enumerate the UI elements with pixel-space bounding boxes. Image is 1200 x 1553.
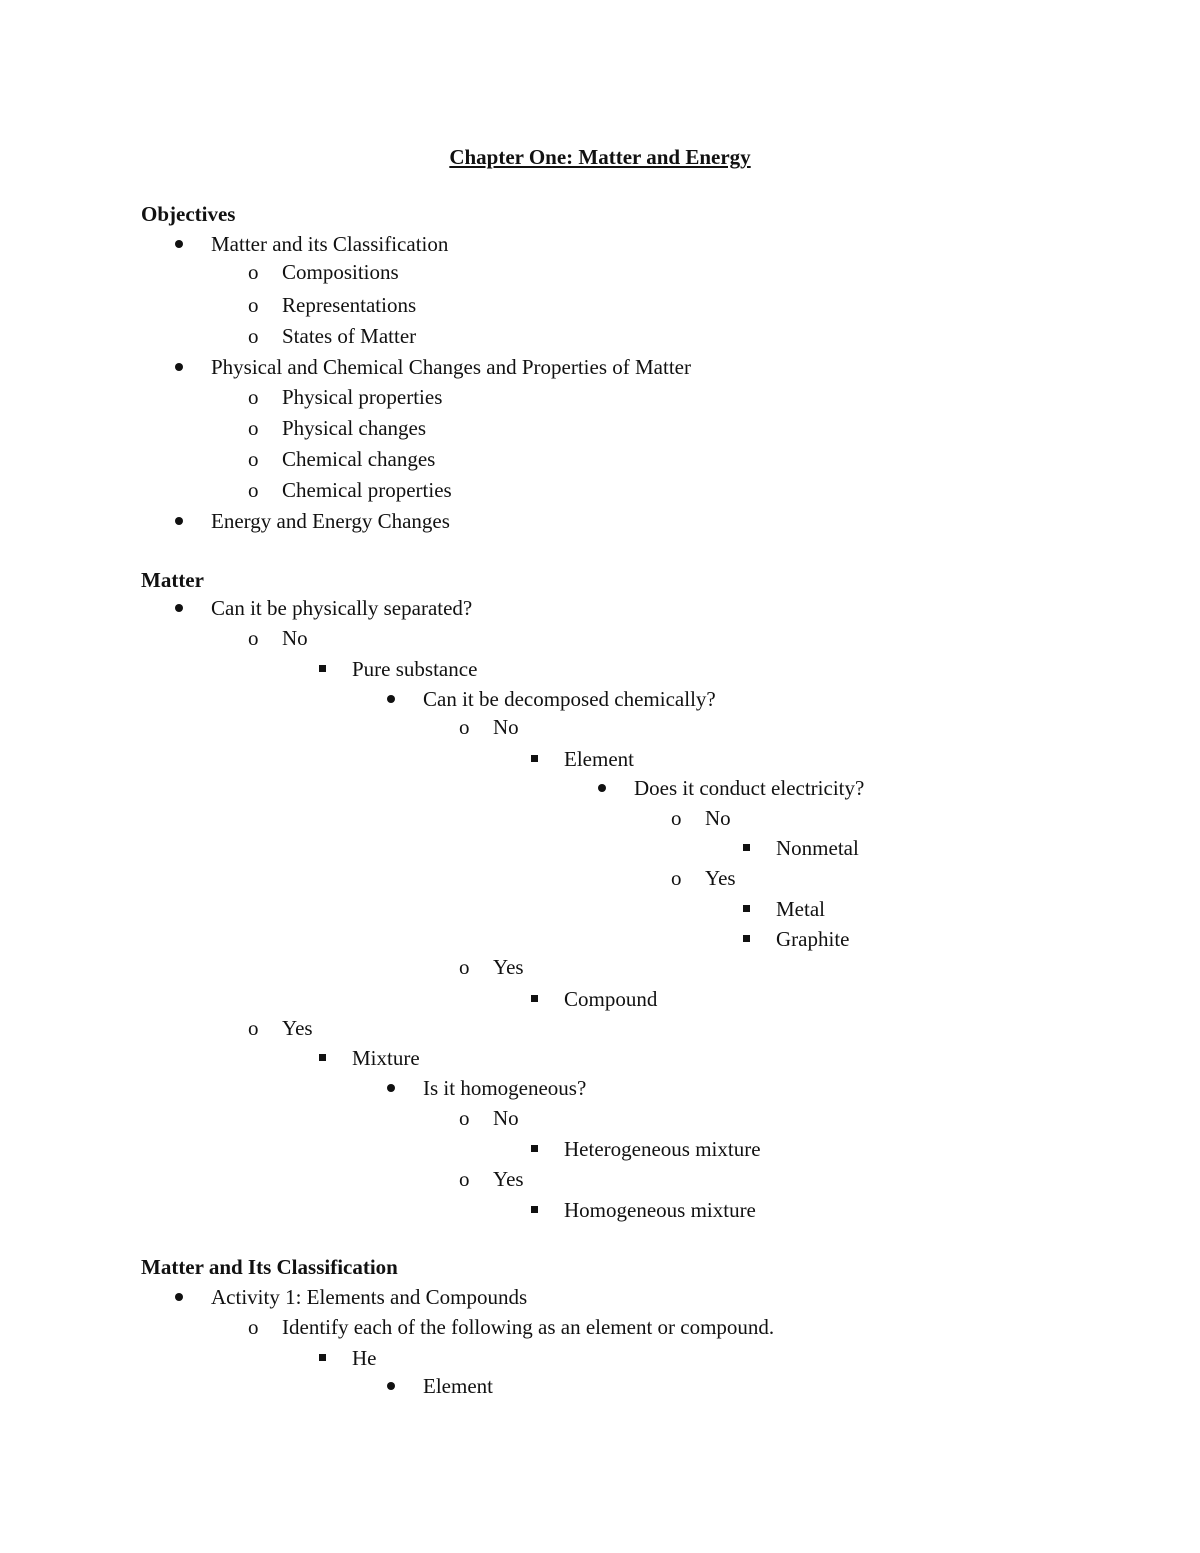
list-item: Mixture (352, 1045, 420, 1071)
heading-matter-classification: Matter and Its Classification (141, 1255, 398, 1279)
list-item: o No (459, 715, 519, 739)
list-item: Compound (564, 986, 657, 1012)
list-item: o Yes (459, 955, 524, 979)
list-item: o Physical properties (248, 385, 443, 409)
circle-bullet-icon: o (459, 1167, 470, 1191)
circle-bullet-icon: o (248, 478, 259, 502)
circle-bullet-icon: o (248, 385, 259, 409)
square-bullet-icon (743, 935, 750, 942)
bullet-icon (387, 1084, 395, 1092)
list-item: Does it conduct electricity? (634, 775, 864, 801)
list-item: o Chemical properties (248, 478, 452, 502)
bullet-icon (387, 1382, 395, 1390)
circle-bullet-icon: o (459, 715, 470, 739)
square-bullet-icon (743, 905, 750, 912)
list-item: Metal (776, 896, 825, 922)
circle-bullet-icon: o (248, 416, 259, 440)
circle-bullet-icon: o (248, 293, 259, 317)
square-bullet-icon (531, 1206, 538, 1213)
list-item: o Compositions (248, 260, 399, 284)
circle-bullet-icon: o (248, 1315, 259, 1339)
square-bullet-icon (531, 995, 538, 1002)
list-item: Matter and its Classification (211, 231, 448, 257)
circle-bullet-icon: o (248, 260, 259, 284)
list-item: o Identify each of the following as an element or compound. (248, 1315, 775, 1339)
bullet-icon (175, 240, 183, 248)
list-item: o Chemical changes (248, 447, 436, 471)
list-item: o Yes (671, 866, 736, 890)
circle-bullet-icon: o (459, 955, 470, 979)
circle-bullet-icon: o (248, 324, 259, 348)
bullet-icon (175, 604, 183, 612)
list-item: Element (564, 746, 634, 772)
circle-bullet-icon: o (671, 806, 682, 830)
list-item: o States of Matter (248, 324, 417, 348)
heading-matter: Matter (141, 568, 204, 592)
square-bullet-icon (319, 665, 326, 672)
list-item: o Physical changes (248, 416, 427, 440)
square-bullet-icon (319, 1054, 326, 1061)
list-item: Pure substance (352, 656, 477, 682)
list-item: Nonmetal (776, 835, 859, 861)
bullet-icon (175, 363, 183, 371)
list-item: o No (459, 1106, 519, 1130)
list-item: o Yes (459, 1167, 524, 1191)
list-item: Activity 1: Elements and Compounds (211, 1284, 527, 1310)
square-bullet-icon (531, 755, 538, 762)
list-item: o No (671, 806, 731, 830)
list-item: Can it be decomposed chemically? (423, 686, 716, 712)
list-item: Is it homogeneous? (423, 1075, 586, 1101)
page-title: Chapter One: Matter and Energy (449, 145, 751, 169)
list-item: Energy and Energy Changes (211, 508, 450, 534)
list-item: Graphite (776, 926, 849, 952)
list-item: He (352, 1345, 377, 1371)
bullet-icon (175, 1293, 183, 1301)
heading-objectives: Objectives (141, 202, 236, 226)
bullet-icon (598, 784, 606, 792)
list-item: o No (248, 626, 308, 650)
list-item: Element (423, 1373, 493, 1399)
list-item: Homogeneous mixture (564, 1197, 756, 1223)
bullet-icon (387, 695, 395, 703)
list-item: Can it be physically separated? (211, 595, 472, 621)
square-bullet-icon (743, 844, 750, 851)
square-bullet-icon (531, 1145, 538, 1152)
list-item: Physical and Chemical Changes and Properties of Matter (211, 354, 691, 380)
circle-bullet-icon: o (248, 447, 259, 471)
list-item: o Yes (248, 1016, 313, 1040)
circle-bullet-icon: o (248, 626, 259, 650)
circle-bullet-icon: o (248, 1016, 259, 1040)
bullet-icon (175, 517, 183, 525)
square-bullet-icon (319, 1354, 326, 1361)
circle-bullet-icon: o (459, 1106, 470, 1130)
list-item: o Representations (248, 293, 417, 317)
list-item: Heterogeneous mixture (564, 1136, 761, 1162)
circle-bullet-icon: o (671, 866, 682, 890)
